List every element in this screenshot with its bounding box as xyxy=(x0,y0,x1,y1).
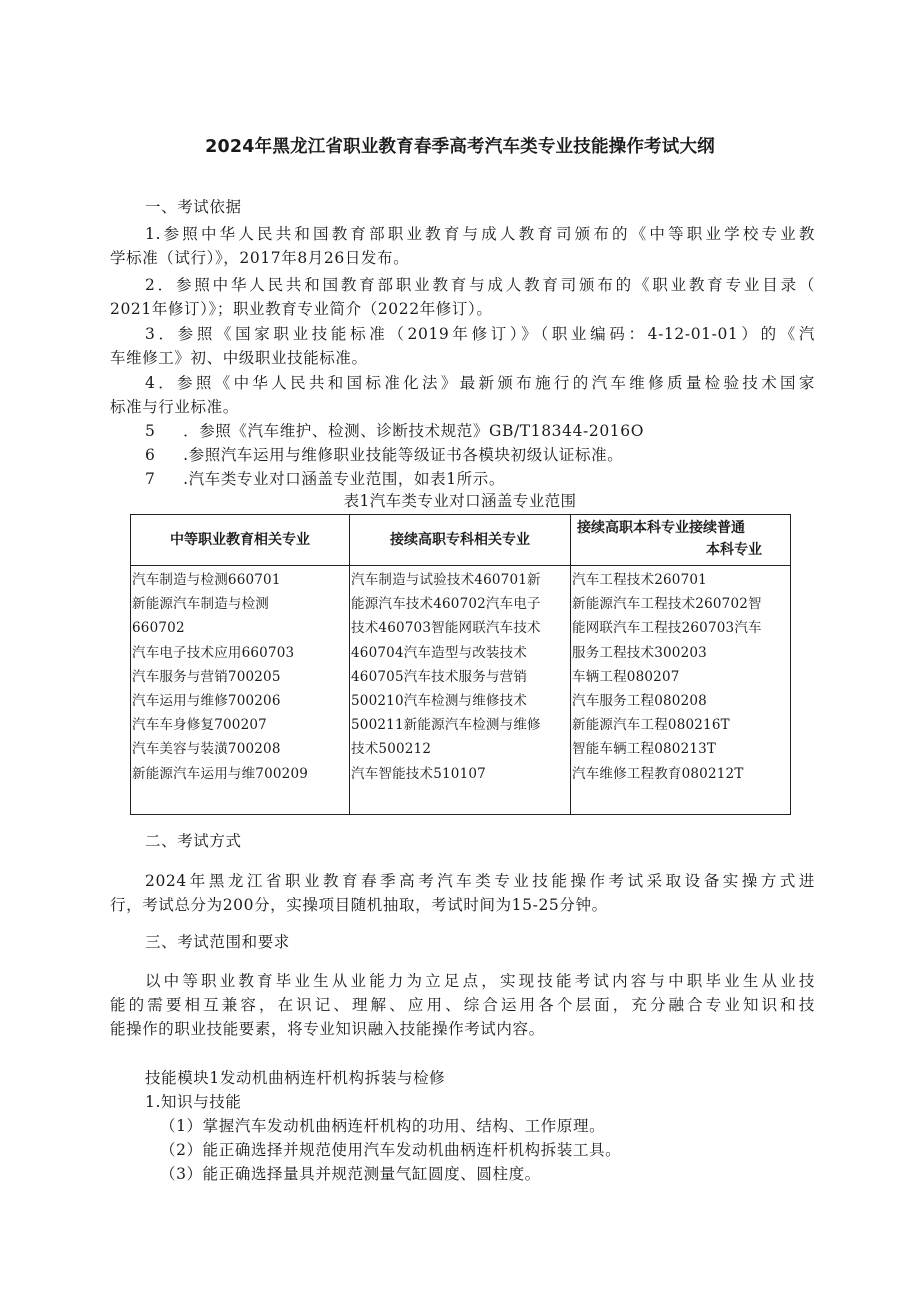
table-header-higher-vocational: 接续高职专科相关专业 xyxy=(350,515,571,566)
table-header-undergraduate: 接续高职本科专业接续普通 本科专业 xyxy=(571,515,791,566)
section-heading-basis: 一、考试依据 xyxy=(145,198,242,216)
basis-item-6: 6 .参照汽车运用与维修职业技能等级证书各模块初级认证标准。 xyxy=(145,446,624,464)
scope-line1: 以中等职业教育毕业生从业能力为立足点，实现技能考试内容与中职毕业生从业技 xyxy=(145,972,815,990)
table-cell-higher-vocational: 汽车制造与试验技术460701新 能源汽车技术460702汽车电子 技术460703智能网联汽车技术 460704汽车造型与改装技术 460705汽车技术服务与营销 500210汽车检测与维修技术 500211新能源汽车检测与维修 技术500212 汽车智能技术510107 xyxy=(350,566,571,815)
module1-item-2: （2）能正确选择并规范使用汽车发动机曲柄连杆机构拆装工具。 xyxy=(160,1141,622,1159)
basis-item-1-line2: 学标准（试行）》，2017年8月26日发布。 xyxy=(110,249,410,267)
basis-item-2-line1: 2．参照中华人民共和国教育部职业教育与成人教育司颁布的《职业教育专业目录（ xyxy=(145,276,815,294)
module1-subheading: 1.知识与技能 xyxy=(145,1093,242,1111)
basis-item-3-line1: 3．参照《国家职业技能标准（2019年修订）》（职业编码：4-12-01-01）的《汽 xyxy=(145,325,815,343)
basis-item-4-line2: 标准与行业标准。 xyxy=(110,398,239,416)
scope-line2: 能的需要相互兼容，在识记、理解、应用、综合运用各个层面，充分融合专业知识和技 xyxy=(110,996,815,1014)
basis-item-1-line1: 1.参照中华人民共和国教育部职业教育与成人教育司颁布的《中等职业学校专业教 xyxy=(145,225,815,243)
basis-item-2-line2: 2021年修订）》；职业教育专业简介（2022年修订）。 xyxy=(110,300,493,318)
table-header-row xyxy=(131,515,791,566)
module1-item-3: （3）能正确选择量具并规范测量气缸圆度、圆柱度。 xyxy=(160,1165,541,1183)
method-line2: 行，考试总分为200分，实操项目随机抽取，考试时间为15-25分钟。 xyxy=(110,896,608,914)
document-title: 2024年黑龙江省职业教育春季高考汽车类专业技能操作考试大纲 xyxy=(205,137,715,157)
scope-line3: 能操作的职业技能要素，将专业知识融入技能操作考试内容。 xyxy=(110,1020,545,1038)
major-scope-table xyxy=(130,514,791,815)
module1-item-1: （1）掌握汽车发动机曲柄连杆机构的功用、结构、工作原理。 xyxy=(160,1117,606,1135)
section-heading-method: 二、考试方式 xyxy=(145,832,242,850)
method-line1: 2024年黑龙江省职业教育春季高考汽车类专业技能操作考试采取设备实操方式进 xyxy=(145,872,815,890)
basis-item-3-line2: 车维修工》初、中级职业技能标准。 xyxy=(110,349,368,367)
table-cell-undergraduate: 汽车工程技术260701 新能源汽车工程技术260702智 能网联汽车工程技260703汽车 服务工程技术300203 车辆工程080207 汽车服务工程080208 新能源汽车工程080216T 智能车辆工程080213T 汽车维修工程教育080212T xyxy=(571,566,791,815)
table-caption: 表1汽车类专业对口涵盖专业范围 xyxy=(343,492,577,510)
basis-item-7: 7 .汽车类专业对口涵盖专业范围，如表1所示。 xyxy=(145,470,505,488)
basis-item-4-line1: 4．参照《中华人民共和国标准化法》最新颁布施行的汽车维修质量检验技术国家 xyxy=(145,374,815,392)
table-cell-secondary: 汽车制造与检测660701 新能源汽车制造与检测 660702 汽车电子技术应用660703 汽车服务与营销700205 汽车运用与维修700206 汽车车身修复700207 汽车美容与装潢700208 新能源汽车运用与维700209 xyxy=(131,566,350,815)
section-heading-scope: 三、考试范围和要求 xyxy=(145,933,290,951)
table-header-secondary: 中等职业教育相关专业 xyxy=(131,515,350,566)
basis-item-5: 5 ．参照《汽车维护、检测、诊断技术规范》GB/T18344-2016O xyxy=(145,422,645,440)
table-row xyxy=(131,566,791,815)
module1-heading: 技能模块1发动机曲柄连杆机构拆装与检修 xyxy=(145,1069,446,1087)
